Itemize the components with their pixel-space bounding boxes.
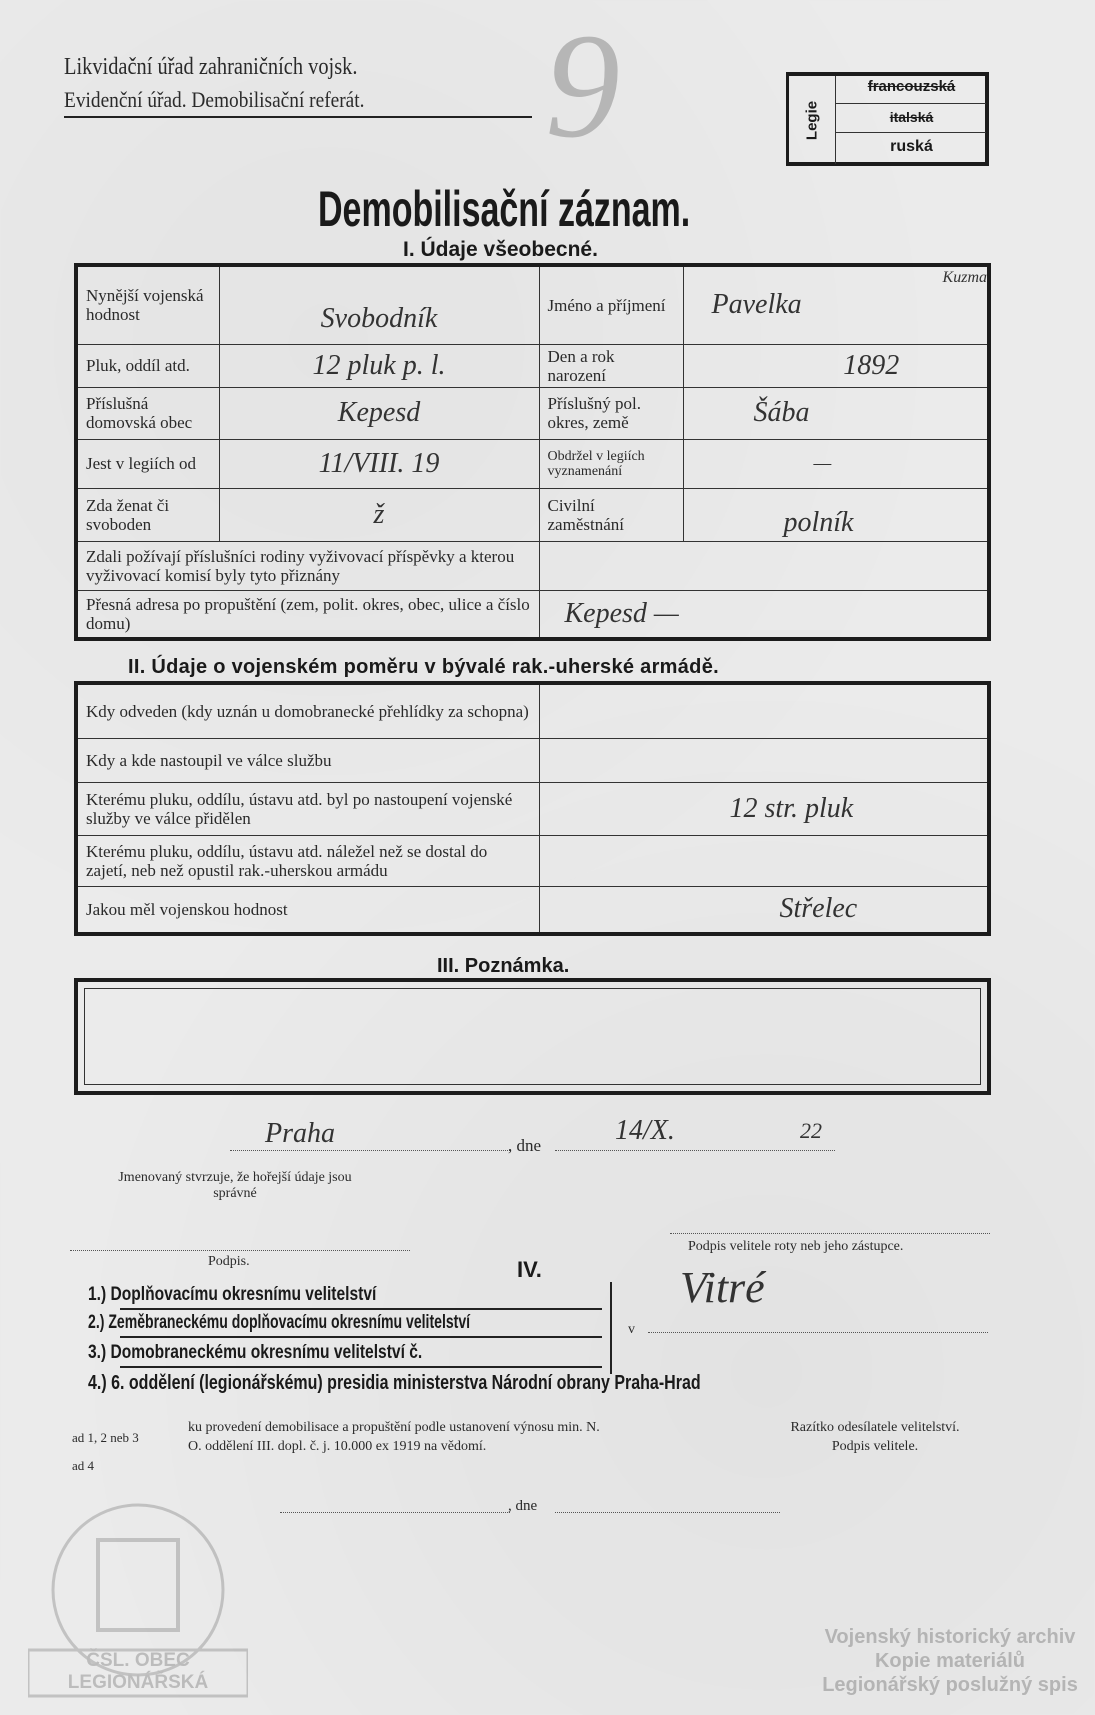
- issuer-line-2: Evidenční úřad. Demobilisační referát.: [64, 87, 365, 112]
- label-zenat: Zda ženat či svoboden: [76, 488, 219, 541]
- poznamka-box: [74, 978, 991, 1095]
- commander-label: Podpis velitele roty neb jeho zástupce.: [688, 1239, 904, 1254]
- label-adresa: Přesná adresa po propuštění (zem, polit. okres, obec, ulice a číslo domu): [76, 590, 539, 639]
- legie-option-francouzska: francouzská: [867, 78, 956, 95]
- section1-heading: I. Údaje všeobecné.: [403, 238, 598, 261]
- watermark-line-2: Kopie materiálů: [874, 1650, 1026, 1672]
- podpis-line: [70, 1250, 410, 1251]
- label-jmeno: Jméno a příjmení: [539, 265, 683, 344]
- ad-1-2-3: ad 1, 2 neb 3: [72, 1430, 139, 1445]
- label-odveden: Kdy odveden (kdy uznán u domobranecké přehlídky za schopna): [76, 683, 539, 738]
- v-line: [648, 1332, 988, 1333]
- value-jmeno-note: Kuzma: [942, 269, 987, 286]
- value-nalezel: [539, 835, 989, 886]
- section3-heading: III. Poznámka.: [437, 955, 570, 977]
- label-domovska-obec: Příslušná domovská obec: [76, 387, 219, 439]
- pencil-mark: 9: [545, 3, 620, 169]
- value-zamestnani: polník: [683, 488, 989, 541]
- place-value: Praha: [265, 1118, 335, 1149]
- seal-text: ČSL. OBEC LEGIONÁŘSKÁ: [67, 1650, 209, 1693]
- footer-dne-label: , dne: [508, 1498, 538, 1514]
- value-pluk: 12 pluk p. l.: [219, 344, 539, 387]
- recipient-4: 4.) 6. oddělení (legionářskému) presidia ministerstva Národní obrany Praha-Hrad: [88, 1372, 701, 1394]
- section2-heading: II. Údaje o vojenském poměru v bývalé rak.-uherské armádě.: [128, 656, 719, 678]
- commander-signature: Vitré: [680, 1263, 765, 1312]
- archive-watermark: [800, 1625, 1095, 1697]
- label-hodnost-armada: Jakou měl vojenskou hodnost: [76, 886, 539, 934]
- value-v-legiich-od: 11/VIII. 19: [219, 439, 539, 488]
- value-narozeni: 1892: [683, 344, 989, 387]
- place-dne-label: , dne: [508, 1136, 542, 1155]
- section1-table: [74, 263, 991, 641]
- recipient-bracket: [610, 1282, 612, 1374]
- commander-line: [670, 1233, 990, 1234]
- label-hodnost: Nynější vojenská hodnost: [76, 265, 219, 344]
- label-v-legiich-od: Jest v legiích od: [76, 439, 219, 488]
- header-underline: [64, 116, 532, 118]
- recipient-1: 1.) Doplňovacímu okresnímu velitelství: [88, 1284, 377, 1305]
- legion-seal: [28, 1500, 248, 1700]
- section2-table: [74, 681, 991, 936]
- watermark-line-3: Legionářský poslužný spis: [822, 1674, 1078, 1696]
- label-narozeni: Den a rok narození: [539, 344, 683, 387]
- footer-text: ku provedení demobilisace a propuštění podle ustanovení výnosu min. N. O. oddělení III. dopl. č. j. 10.000 ex 1919 na vědomí.: [188, 1420, 600, 1454]
- legie-box: [786, 72, 989, 166]
- label-zamestnani: Civilní zaměstnání: [539, 488, 683, 541]
- year-value: 22: [800, 1118, 822, 1143]
- legie-label: Legie: [803, 100, 821, 141]
- v-label: v: [628, 1322, 635, 1337]
- legie-option-ruska: ruská: [890, 138, 933, 155]
- page-title: Demobilisační záznam.: [318, 181, 691, 237]
- value-jmeno: Pavelka: [711, 289, 802, 321]
- section4-heading: IV.: [517, 1257, 542, 1282]
- value-pridelen: 12 str. pluk: [539, 782, 989, 835]
- value-hodnost: Svobodník: [219, 265, 539, 344]
- value-vyzivovaci-prispevky: [539, 541, 989, 590]
- value-adresa: Kepesd —: [539, 590, 989, 639]
- label-pluk: Pluk, oddíl atd.: [76, 344, 219, 387]
- recipient-3: 3.) Domobraneckému okresnímu velitelství č.: [88, 1342, 423, 1363]
- date-value: 14/X.: [615, 1115, 675, 1146]
- sign-label: Podpis velitele.: [831, 1439, 919, 1454]
- date-line: [555, 1150, 835, 1151]
- label-vyzivovaci-prispevky: Zdali požívají příslušníci rodiny vyživovací příspěvky a kterou vyživovací komisí byly tyto přiznány: [76, 541, 539, 590]
- label-vyznamenani: Obdržel v legiích vyznamenání: [539, 439, 683, 488]
- issuer-line-1: Likvidační úřad zahraničních vojsk.: [64, 54, 358, 80]
- value-odveden: [539, 683, 989, 738]
- label-nastoupil: Kdy a kde nastoupil ve válce službu: [76, 738, 539, 782]
- ad-4: ad 4: [72, 1458, 95, 1473]
- label-pridelen: Kterému pluku, oddílu, ústavu atd. byl po nastoupení vojenské služby ve válce přidělen: [76, 782, 539, 835]
- recipient-2: 2.) Zeměbraneckému doplňovacímu okresnímu velitelství: [88, 1312, 471, 1333]
- place-line: [230, 1150, 510, 1151]
- footer-place-line: [280, 1512, 510, 1513]
- value-domovska-obec: Kepesd: [219, 387, 539, 439]
- value-okres: Šába: [683, 387, 989, 439]
- legie-option-italska: italská: [889, 109, 934, 125]
- value-zenat: ž: [219, 488, 539, 541]
- footer-date-line: [555, 1512, 780, 1513]
- label-nalezel: Kterému pluku, oddílu, ústavu atd. náležel než se dostal do zajetí, neb než opustil rak.-uherskou armádu: [76, 835, 539, 886]
- confirm-text: Jmenovaný stvrzuje, že hořejší údaje jsou správné: [118, 1170, 352, 1201]
- podpis-label: Podpis.: [208, 1254, 250, 1269]
- stamp-label: Razítko odesílatele velitelství.: [790, 1420, 960, 1435]
- label-okres: Příslušný pol. okres, země: [539, 387, 683, 439]
- value-nastoupil: [539, 738, 989, 782]
- watermark-line-1: Vojenský historický archiv: [824, 1626, 1076, 1648]
- value-vyznamenani: —: [683, 439, 989, 488]
- value-jmeno-cell: [683, 265, 989, 344]
- value-hodnost-armada: Střelec: [539, 886, 989, 934]
